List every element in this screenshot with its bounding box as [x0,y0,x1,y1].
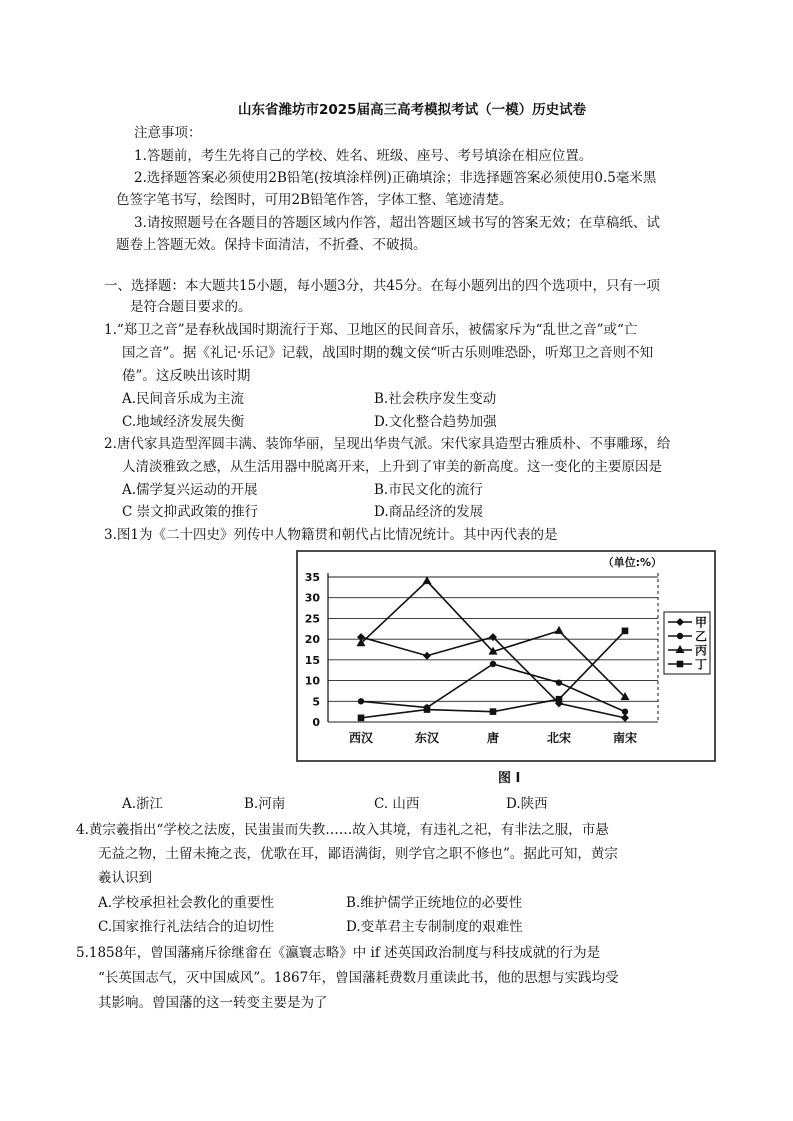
q3-option-b: B.河南 [244,796,286,812]
data-point [622,628,629,635]
q5-stem: “长英国志气，灭中国威风”。1867年，曾国藩耗费数月重读此书，他的思想与实践均受 [98,970,619,986]
data-point [424,706,431,713]
q2-option-d: D.商品经济的发展 [374,504,484,520]
legend-label: 甲 [695,615,708,630]
legend-label: 丙 [695,643,708,658]
data-point [358,715,365,722]
q1-stem: 倦”。这反映出该时期 [122,368,251,384]
x-tick-label: 南宋 [612,731,638,745]
q4-stem: 无益之物，土留未掩之丧，优歌在耳，鄙语满街，则学官之职不修也”。据此可知，黄宗 [98,846,618,862]
q2-option-b: B.市民文化的流行 [374,482,483,498]
q3-option-c: C. 山西 [374,796,420,812]
data-point [556,679,562,685]
q2-stem: 2.唐代家具造型浑圆丰满、装饰华丽，呈现出华贵气派。宋代家具造型古雅质朴、不事雕琢，给 [104,436,671,452]
q4-stem: 4.黄宗羲指出“学校之法废，民蚩蚩而失教……故入其境，有违礼之祀，有非法之服，市悬 [76,822,609,838]
data-point [622,708,628,714]
q2-option-a: A.儒学复兴运动的开展 [122,482,258,498]
x-tick-label: 北宋 [546,731,572,745]
notes-heading: 注意事项： [134,125,202,141]
section-heading-cont: 是符合题目要求的。 [130,299,252,315]
data-point [358,698,364,704]
section-heading: 一、选择题：本大题共15小题，每小题3分，共45分。在每小题列出的四个选项中，只有一项 [104,278,660,294]
legend-marker [677,633,683,639]
y-tick-label: 0 [312,716,320,729]
q1-option-d: D.文化整合趋势加强 [374,414,497,430]
q3-stem: 3.图1为《二十四史》列传中人物籍贯和朝代占比情况统计。其中丙代表的是 [104,527,558,543]
q4-stem: 羲认识到 [98,870,152,886]
line-chart [296,550,716,762]
q3-option-a: A.浙江 [122,796,164,812]
data-point [621,714,629,722]
legend-marker [677,661,684,668]
y-tick-label: 10 [304,674,320,688]
x-tick-label: 东汉 [414,731,440,745]
page-title: 山东省潍坊市2025届高三高考模拟考试（一模）历史试卷 [238,102,587,118]
unit-label: （单位:%） [602,556,662,569]
q1-stem: 1.“郑卫之音”是春秋战国时期流行于郑、卫地区的民间音乐，被儒家斥为“乱世之音”或“亡 [104,322,638,338]
q1-option-b: B.社会秩序发生变动 [374,391,497,407]
q2-stem: 人清淡雅致之感，从生活用器中脱离开来，上升到了审美的新高度。这一变化的主要原因是 [122,459,662,475]
q1-option-c: C.地域经济发展失衡 [122,414,245,430]
q4-option-c: C.国家推行礼法结合的迫切性 [98,919,275,935]
y-tick-label: 5 [312,695,320,709]
notes-line: 题卷上答题无效。保持卡面清洁，不折叠、不破损。 [116,237,427,253]
q4-option-d: D.变革君主专制制度的艰难性 [346,919,523,935]
q5-stem: 其影响。曾国藩的这一转变主要是为了 [98,995,328,1011]
y-tick-label: 30 [304,591,320,605]
y-tick-label: 25 [304,612,320,626]
q4-option-a: A.学校承担社会教化的重要性 [98,895,275,911]
q1-option-a: A.民间音乐成为主流 [122,391,245,407]
legend-label: 乙 [695,629,708,644]
q1-stem: 国之音”。据《礼记·乐记》记载，战国时期的魏文侯“听古乐则唯恐卧，听郑卫之音则不知 [122,345,654,361]
data-point [423,652,431,660]
y-tick-label: 20 [304,633,320,647]
data-point [555,626,564,634]
y-tick-label: 15 [304,653,320,667]
data-point [490,661,496,667]
data-point [490,708,497,715]
legend-label: 丁 [695,657,708,672]
y-tick-label: 35 [304,571,320,584]
q3-option-d: D.陕西 [506,796,548,812]
x-tick-label: 西汉 [348,731,374,745]
x-tick-label: 唐 [486,731,500,745]
figure-caption: 图 I [498,771,521,786]
q2-option-c: C 崇文抑武政策的推行 [122,504,259,520]
notes-line: 色签字笔书写，绘图时，可用2B铅笔作答，字体工整、笔迹清楚。 [116,192,513,208]
notes-line: 3.请按照题号在各题目的答题区域内作答，超出答题区域书写的答案无效；在草稿纸、试 [134,215,660,231]
data-point [556,696,563,703]
chart-frame [297,551,715,761]
q5-stem: 5.1858年，曾国藩痛斥徐继畲在《瀛寰志略》中 if 述英国政治制度与科技成就的行为是 [76,945,601,961]
q4-option-b: B.维护儒学正统地位的必要性 [346,895,523,911]
notes-line: 2.选择题答案必须使用2B铅笔(按填涂样例)正确填涂；非选择题答案必须使用0.5毫米黑 [134,170,657,186]
notes-line: 1.答题前，考生先将自己的学校、姓名、班级、座号、考号填涂在相应位置。 [134,148,593,164]
